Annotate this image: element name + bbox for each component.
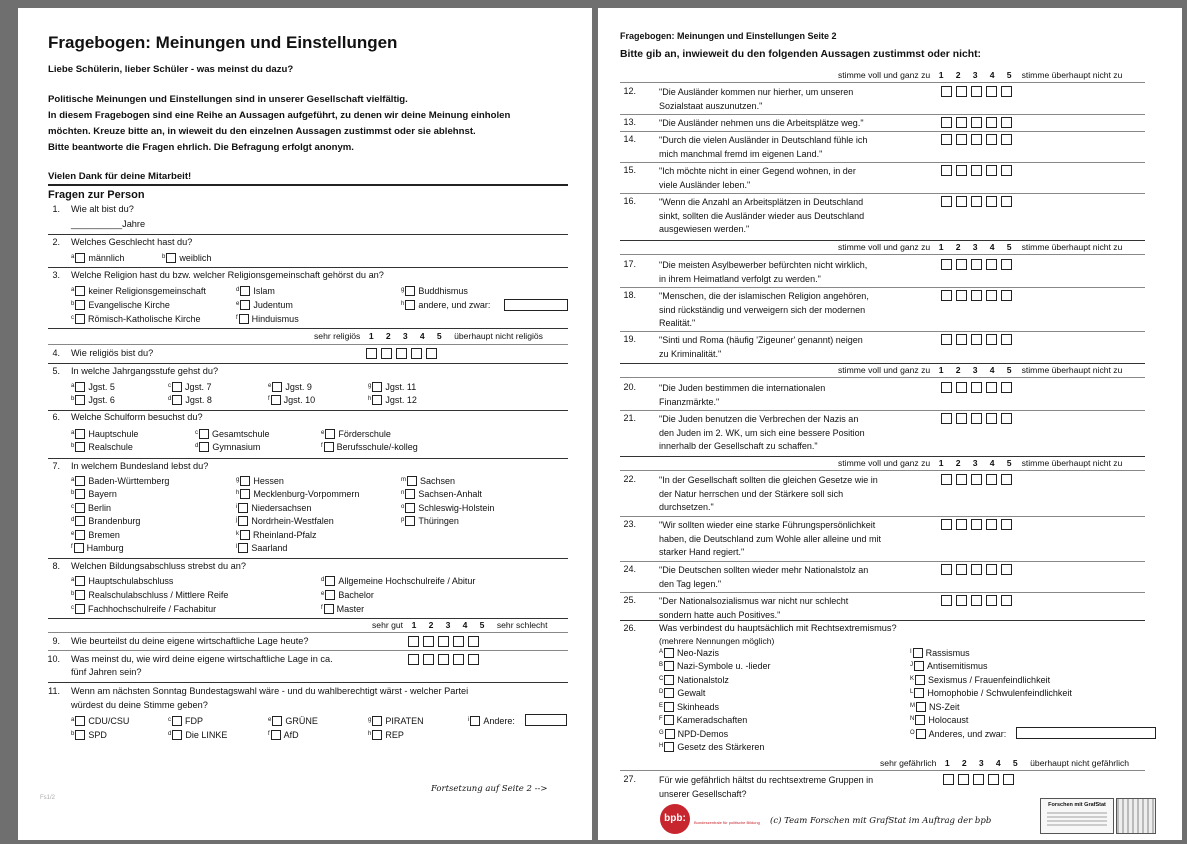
scale-header-2: stimme voll und ganz zu 1 2 3 4 5 stimme überhaupt nicht zu [838, 242, 1123, 252]
bpb-logo: bpb: [660, 804, 690, 834]
statement-text: "Ich möchte nicht in einer Gegend wohnen, in der viele Ausländer leben." [659, 166, 856, 190]
q4-number: 4. [52, 348, 60, 358]
q3-option-f[interactable]: $^f$ Hinduismus [236, 314, 299, 324]
q7-option-f[interactable]: $^f$ Hamburg [71, 543, 124, 553]
q10-text-1: Was meinst du, wie wird deine eigene wirtschaftliche Lage in ca. [71, 654, 333, 664]
q7-option-o[interactable]: $^o$ Schleswig-Holstein [401, 503, 495, 513]
questionnaire-page-2 [598, 8, 1182, 840]
q4-text: Wie religiös bist du? [71, 348, 154, 358]
statement-number: 16. [623, 196, 636, 206]
page-header: Fragebogen: Meinungen und Einstellungen Seite 2 [620, 31, 837, 41]
footer-code: Fs1/2 [40, 795, 56, 801]
q7-text: In welchem Bundesland lebst du? [71, 461, 209, 471]
continue-note: Fortsetzung auf Seite 2 --> [431, 784, 548, 794]
q3-option-g[interactable]: $^g$ Buddhismus [401, 286, 468, 296]
q5-option-c[interactable]: $^c$ Jgst. 7 [168, 382, 212, 392]
q9-number: 9. [52, 636, 60, 646]
q26-option-o[interactable]: $^O$ Anderes, und zwar: [910, 729, 1007, 739]
q26-option-d[interactable]: $^D$ Gewalt [659, 688, 706, 698]
q26-option-c[interactable]: $^C$ Nationalstolz [659, 675, 729, 685]
statement-number: 19. [623, 334, 636, 344]
statement-text: "Sinti und Roma (häufig 'Zigeuner' genannt) neigen zu Kriminalität." [659, 335, 863, 359]
thanks-text: Vielen Dank für deine Mitarbeit! [48, 171, 192, 182]
q11-option-c[interactable]: $^c$ FDP [168, 716, 203, 726]
statement-scale-boxes[interactable] [941, 117, 1012, 128]
q2-option-b[interactable]: $^b$ weiblich [162, 253, 212, 263]
q9-scale-boxes[interactable] [408, 636, 479, 647]
q26-number: 26. [623, 623, 636, 633]
q6-option-c[interactable]: $^c$ Gesamtschule [195, 429, 270, 439]
q1-text: Wie alt bist du? [71, 204, 134, 214]
statement-number: 17. [623, 259, 636, 269]
q7-option-c[interactable]: $^c$ Berlin [71, 503, 112, 513]
q11-option-g[interactable]: $^g$ PIRATEN [368, 716, 424, 726]
q2-number: 2. [52, 237, 60, 247]
q27-scale-header: sehr gefährlich 1 2 3 4 5 überhaupt nicht gefährlich [880, 758, 1130, 768]
q11-option-d[interactable]: $^d$ Die LINKE [168, 730, 228, 740]
q6-number: 6. [52, 412, 60, 422]
q11-option-b[interactable]: $^b$ SPD [71, 730, 107, 740]
q26-option-m[interactable]: $^M$ NS-Zeit [910, 702, 960, 712]
q10-text-2: fünf Jahren sein? [71, 667, 142, 677]
statement-number: 22. [623, 474, 636, 484]
q9-text: Wie beurteilst du deine eigene wirtschaftliche Lage heute? [71, 636, 309, 646]
q11-option-f[interactable]: $^f$ AfD [268, 730, 299, 740]
q5-option-f[interactable]: $^f$ Jgst. 10 [268, 395, 316, 405]
q26-option-j[interactable]: $^J$ Antisemitismus [910, 661, 988, 671]
statement-text: "Die Juden bestimmen die internationalen Finanzmärkte." [659, 383, 826, 407]
statement-text: "Wir sollten wieder eine starke Führungspersönlichkeit haben, die Deutschland zum Wohle aller alleine und mit starker Hand regiert." [659, 520, 881, 557]
q3-number: 3. [52, 270, 60, 280]
q4-scale-header: sehr religiös 1 2 3 4 5 überhaupt nicht religiös [314, 331, 543, 341]
q7-option-a[interactable]: $^a$ Baden-Württemberg [71, 476, 170, 486]
statement-text: "Menschen, die der islamischen Religion angehören, sind rückständig und verweigern sich der modernen Realität." [659, 291, 869, 328]
q7-option-b[interactable]: $^b$ Bayern [71, 489, 117, 499]
q8-option-e[interactable]: $^e$ Bachelor [321, 590, 374, 600]
q1-number: 1. [52, 204, 60, 214]
statement-number: 23. [623, 519, 636, 529]
statement-text: "Die Ausländer nehmen uns die Arbeitsplätze weg." [659, 118, 864, 128]
q26-option-i[interactable]: $^I$ Rassismus [910, 648, 970, 658]
q5-number: 5. [52, 366, 60, 376]
q26-option-a[interactable]: $^A$ Neo-Nazis [659, 648, 720, 658]
q26-option-f[interactable]: $^F$ Kameradschaften [659, 715, 748, 725]
statement-text: "Die Ausländer kommen nur hierher, um unseren Sozialstaat auszunutzen." [659, 87, 854, 111]
q27-scale-boxes[interactable] [943, 774, 1014, 785]
q5-option-b[interactable]: $^b$ Jgst. 6 [71, 395, 115, 405]
building-icon [1116, 798, 1156, 834]
scale-header-1: stimme voll und ganz zu 1 2 3 4 5 stimme überhaupt nicht zu [838, 70, 1123, 80]
q6-option-d[interactable]: $^d$ Gymnasium [195, 442, 261, 452]
q26-option-n[interactable]: $^N$ Holocaust [910, 715, 969, 725]
intro-line-4: Bitte beantworte die Fragen ehrlich. Die Befragung erfolgt anonym. [48, 142, 354, 153]
q10-scale-boxes[interactable] [408, 654, 479, 665]
q7-option-g[interactable]: $^g$ Hessen [236, 476, 284, 486]
q3-option-a[interactable]: $^a$ keiner Religionsgemeinschaft [71, 286, 206, 296]
statement-number: 18. [623, 290, 636, 300]
q8-number: 8. [52, 561, 60, 571]
q27-number: 27. [623, 774, 636, 784]
statement-text: "Die Deutschen sollten wieder mehr Nationalstolz an den Tag legen." [659, 565, 869, 589]
q26-option-l[interactable]: $^L$ Homophobie / Schwulenfeindlichkeit [910, 688, 1072, 698]
q11-option-h[interactable]: $^h$ REP [368, 730, 404, 740]
q8-option-d[interactable]: $^d$ Allgemeine Hochschulreife / Abitur [321, 576, 476, 586]
statement-scale-boxes[interactable] [941, 382, 1012, 393]
q27-text: Für wie gefährlich hältst du rechtsextreme Gruppen in unserer Gesellschaft? [659, 775, 874, 799]
q7-option-k[interactable]: $^k$ Rheinland-Pfalz [236, 530, 317, 540]
statement-number: 24. [623, 564, 636, 574]
q2-option-a[interactable]: $^a$ männlich [71, 253, 125, 263]
statement-text: "Wenn die Anzahl an Arbeitsplätzen in Deutschland sinkt, sollten die Ausländer wieder aus Deutschland ausgewiesen werden." [659, 197, 865, 234]
q5-option-a[interactable]: $^a$ Jgst. 5 [71, 382, 115, 392]
questionnaire-page-1 [18, 8, 592, 840]
intro-line-3: möchten. Kreuze bitte an, in wieweit du den einzelnen Aussagen zustimmst oder sie ablehnst. [48, 126, 476, 137]
statement-number: 15. [623, 165, 636, 175]
q7-option-e[interactable]: $^e$ Bremen [71, 530, 120, 540]
q11-option-e[interactable]: $^e$ GRÜNE [268, 716, 318, 726]
statement-scale-boxes[interactable] [941, 564, 1012, 575]
q6-option-e[interactable]: $^e$ Förderschule [321, 429, 391, 439]
statement-scale-boxes[interactable] [941, 259, 1012, 270]
q7-number: 7. [52, 461, 60, 471]
statement-scale-boxes[interactable] [941, 86, 1012, 97]
statement-scale-boxes[interactable] [941, 595, 1012, 606]
statement-text: "Die Juden benutzen die Verbrechen der Nazis an den Juden im 2. WK, um sich eine bessere Position innerhalb der Gesellschaft zu schaffen." [659, 414, 865, 451]
q8-option-c[interactable]: $^c$ Fachhochschulreife / Fachabitur [71, 604, 217, 614]
statement-number: 21. [623, 413, 636, 423]
q8-text: Welchen Bildungsabschluss strebst du an? [71, 561, 247, 571]
q7-option-n[interactable]: $^n$ Sachsen-Anhalt [401, 489, 482, 499]
q26-other-input[interactable] [1016, 727, 1156, 739]
q5-text: In welche Jahrgangsstufe gehst du? [71, 366, 219, 376]
q26-option-e[interactable]: $^E$ Skinheads [659, 702, 720, 712]
q6-option-a[interactable]: $^a$ Hauptschule [71, 429, 139, 439]
q11-other-input[interactable] [525, 714, 567, 726]
q3-option-b[interactable]: $^b$ Evangelische Kirche [71, 300, 170, 310]
statement-scale-boxes[interactable] [941, 334, 1012, 345]
statement-text: "In der Gesellschaft sollten die gleichen Gesetze wie in der Natur herrschen und der Stärkere soll sich durchsetzen." [659, 475, 878, 512]
q8-option-b[interactable]: $^b$ Realschulabschluss / Mittlere Reife [71, 590, 229, 600]
q11-option-i[interactable]: $^i$ Andere: [468, 716, 515, 726]
q7-option-d[interactable]: $^d$ Brandenburg [71, 516, 141, 526]
statement-text: "Der Nationalsozialismus war nicht nur schlecht sondern hatte auch Positives." [659, 596, 849, 620]
q2-text: Welches Geschlecht hast du? [71, 237, 193, 247]
q10-number: 10. [47, 654, 60, 664]
q6-option-f[interactable]: $^f$ Berufsschule/-kolleg [321, 442, 418, 452]
bpb-subtitle: Bundeszentrale für politische Bildung [694, 820, 760, 825]
q3-other-input[interactable] [504, 299, 568, 311]
q6-text: Welche Schulform besuchst du? [71, 412, 203, 422]
statement-scale-boxes[interactable] [941, 474, 1012, 485]
q5-option-h[interactable]: $^h$ Jgst. 12 [368, 395, 417, 405]
section-title: Fragen zur Person [48, 189, 145, 201]
q26-text: Was verbindest du hauptsächlich mit Rechtsextremismus? [659, 623, 897, 633]
q26-subtext: (mehrere Nennungen möglich) [659, 636, 775, 646]
scale-header-3: stimme voll und ganz zu 1 2 3 4 5 stimme überhaupt nicht zu [838, 365, 1123, 375]
statement-scale-boxes[interactable] [941, 519, 1012, 530]
q7-option-h[interactable]: $^h$ Mecklenburg-Vorpommern [236, 489, 360, 499]
credit-line: (c) Team Forschen mit GrafStat im Auftrag der bpb [770, 816, 992, 826]
q7-option-j[interactable]: $^j$ Nordrhein-Westfalen [236, 516, 334, 526]
statement-number: 25. [623, 595, 636, 605]
greeting: Liebe Schülerin, lieber Schüler - was meinst du dazu? [48, 64, 294, 75]
q1-age-field[interactable]: __________Jahre [71, 219, 146, 229]
q7-option-p[interactable]: $^p$ Thüringen [401, 516, 459, 526]
statement-number: 14. [623, 134, 636, 144]
statement-scale-boxes[interactable] [941, 413, 1012, 424]
q6-option-b[interactable]: $^b$ Realschule [71, 442, 133, 452]
q11-option-a[interactable]: $^a$ CDU/CSU [71, 716, 130, 726]
q3-option-c[interactable]: $^c$ Römisch-Katholische Kirche [71, 314, 201, 324]
q7-option-l[interactable]: $^l$ Saarland [236, 543, 288, 553]
q5-option-d[interactable]: $^d$ Jgst. 8 [168, 395, 212, 405]
statement-scale-boxes[interactable] [941, 165, 1012, 176]
q26-option-k[interactable]: $^K$ Sexismus / Frauenfeindlichkeit [910, 675, 1051, 685]
page-title: Fragebogen: Meinungen und Einstellungen [48, 33, 398, 52]
q7-option-m[interactable]: $^m$ Sachsen [401, 476, 456, 486]
intro-line-2: In diesem Fragebogen sind eine Reihe an Aussagen aufgeführt, zu denen wir deine Meinung einholen [48, 110, 511, 121]
q3-option-d[interactable]: $^d$ Islam [236, 286, 275, 296]
q26-option-g[interactable]: $^G$ NPD-Demos [659, 729, 729, 739]
statement-number: 12. [623, 86, 636, 96]
statement-number: 13. [623, 117, 636, 127]
q5-option-e[interactable]: $^e$ Jgst. 9 [268, 382, 312, 392]
statement-text: "Die meisten Asylbewerber befürchten nicht wirklich, in ihrem Heimatland verfolgt zu werden." [659, 260, 868, 284]
grafstat-logo: Forschen mit GrafStat [1040, 798, 1114, 834]
q11-number: 11. [48, 686, 60, 696]
q26-option-b[interactable]: $^B$ Nazi-Symbole u. -lieder [659, 661, 771, 671]
q3-text: Welche Religion hast du bzw. welcher Religionsgemeinschaft gehörst du an? [71, 270, 384, 280]
intro-line-1: Politische Meinungen und Einstellungen sind in unserer Gesellschaft vielfältig. [48, 94, 408, 105]
statement-number: 20. [623, 382, 636, 392]
q5-option-g[interactable]: $^g$ Jgst. 11 [368, 382, 417, 392]
statement-scale-boxes[interactable] [941, 290, 1012, 301]
q8-option-f[interactable]: $^f$ Master [321, 604, 365, 614]
q11-text-1: Wenn am nächsten Sonntag Bundestagswahl wäre - und du wahlberechtigt wärst - welcher Partei [71, 686, 469, 696]
statement-scale-boxes[interactable] [941, 134, 1012, 145]
scale-header-4: stimme voll und ganz zu 1 2 3 4 5 stimme überhaupt nicht zu [838, 458, 1123, 468]
q26-option-h[interactable]: $^H$ Gesetz des Stärkeren [659, 742, 765, 752]
q7-option-i[interactable]: $^i$ Niedersachsen [236, 503, 312, 513]
q11-text-2: würdest du deine Stimme geben? [71, 700, 208, 710]
q3-option-e[interactable]: $^e$ Judentum [236, 300, 293, 310]
statement-scale-boxes[interactable] [941, 196, 1012, 207]
q8-option-a[interactable]: $^a$ Hauptschulabschluss [71, 576, 174, 586]
statement-text: "Durch die vielen Ausländer in Deutschland fühle ich mich manchmal fremd im eigenen Land." [659, 135, 868, 159]
q3-option-h[interactable]: $^h$ andere, und zwar: [401, 300, 491, 310]
instruction: Bitte gib an, inwieweit du den folgenden Aussagen zustimmst oder nicht: [620, 49, 982, 60]
q9-scale-header: sehr gut 1 2 3 4 5 sehr schlecht [372, 620, 548, 630]
q4-scale-boxes[interactable] [366, 348, 437, 359]
